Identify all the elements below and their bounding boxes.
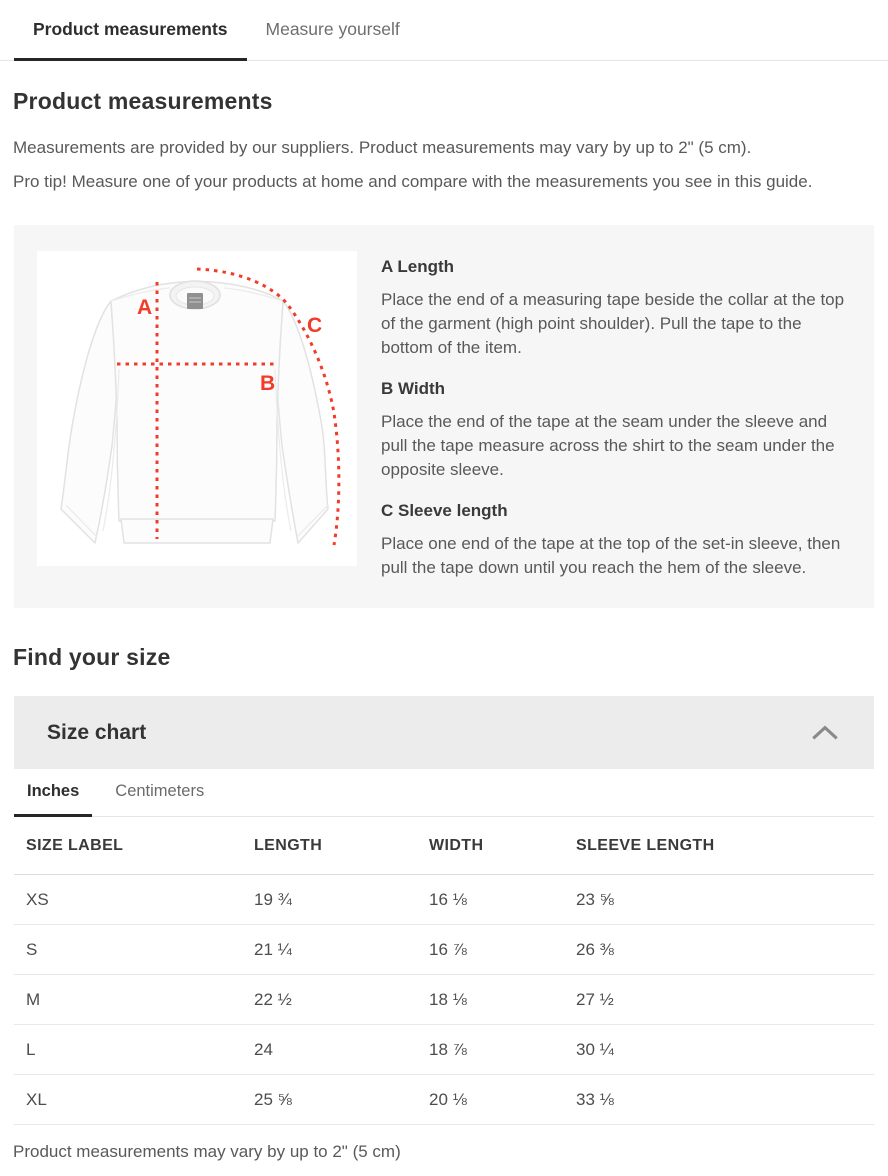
cell-width: 16 ⅞ [429,939,467,959]
column-header-length: LENGTH [254,836,323,854]
cell-size: L [26,1039,36,1059]
cell-length: 21 ¼ [254,939,292,959]
garment-measurement-image [37,251,357,566]
cell-length: 19 ¾ [254,889,292,909]
cell-width: 16 ⅛ [429,889,467,909]
table-row-l [14,1025,874,1075]
table-row-xl [14,1075,874,1125]
size-chart-table [14,817,874,1125]
table-header-row [14,817,874,875]
label-c: C [307,314,323,337]
measurement-instructions [381,251,846,580]
page-title: Product measurements [13,88,273,114]
cell-size: XL [26,1089,47,1109]
cell-width: 18 ⅞ [429,1039,467,1059]
table-row-xs [14,875,874,925]
cell-sleeve: 23 ⅝ [576,889,614,909]
size-chart-accordion-header[interactable] [14,696,874,769]
cell-width: 20 ⅛ [429,1089,467,1109]
size-chart-title: Size chart [47,720,147,744]
guide-item-title: B Width [381,379,446,398]
guide-item-sleeve-length [381,501,846,580]
cell-sleeve: 27 ½ [576,989,614,1009]
unit-tab-bar [14,769,874,817]
column-header-sleeve-length: SLEEVE LENGTH [576,836,715,854]
column-header-width: WIDTH [429,836,484,854]
pro-tip-paragraph: Pro tip! Measure one of your products at home and compare with the measurements you see in this guide. [13,172,813,191]
cell-size: M [26,989,41,1009]
label-b: B [260,372,276,395]
intro-paragraph: Measurements are provided by our suppliers. Product measurements may vary by up to 2" (5 cm). [13,138,752,157]
tab-measure-yourself[interactable]: Measure yourself [265,18,400,39]
guide-item-title: C Sleeve length [381,501,508,520]
cell-length: 22 ½ [254,989,292,1009]
cell-sleeve: 26 ⅜ [576,939,614,959]
column-header-size-label: SIZE LABEL [26,836,124,854]
size-guide-tab-bar [0,0,888,61]
chevron-up-icon [809,724,841,742]
cell-sleeve: 30 ¼ [576,1039,614,1059]
label-a: A [137,296,153,319]
tab-inches[interactable]: Inches [14,769,92,817]
guide-item-width [381,379,846,482]
guide-item-description: Place the end of the tape at the seam under the sleeve and pull the tape measure across the shirt to the seam under the opposite sleeve. [381,412,835,479]
cell-sleeve: 33 ⅛ [576,1089,614,1109]
guide-item-length [381,257,846,360]
find-your-size-title: Find your size [13,644,171,670]
cell-size: S [26,939,38,959]
guide-item-description: Place one end of the tape at the top of the set-in sleeve, then pull the tape down until you reach the hem of the sleeve. [381,534,841,577]
tab-centimeters[interactable]: Centimeters [115,782,205,800]
table-row-m [14,975,874,1025]
guide-item-description: Place the end of a measuring tape beside the collar at the top of the garment (high point shoulder). Pull the tape to the bottom of the item. [381,290,845,357]
tab-product-measurements[interactable]: Product measurements [14,0,247,61]
neck-tag [187,293,203,309]
table-footnote: Product measurements may vary by up to 2" (5 cm) [13,1142,401,1161]
measurement-guide-panel [14,225,874,608]
cell-width: 18 ⅛ [429,989,467,1009]
guide-item-title: A Length [381,257,455,276]
cell-size: XS [26,889,49,909]
cell-length: 24 [254,1039,273,1059]
table-row-s [14,925,874,975]
cell-length: 25 ⅝ [254,1089,292,1109]
